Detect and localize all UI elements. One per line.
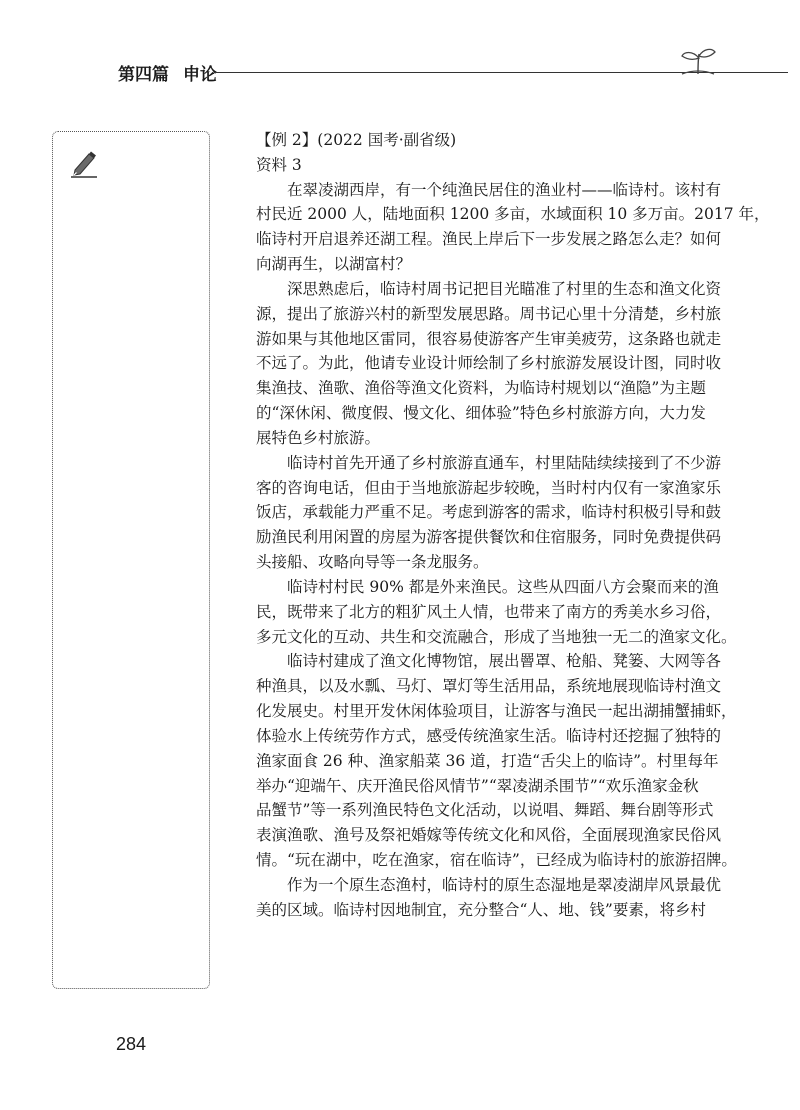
text-line: 展特色乡村旅游。 [256,428,381,447]
text-line: 不远了。为此，他请专业设计师绘制了乡村旅游发展设计图，同时收 [256,354,722,373]
notes-sidebar [52,131,210,989]
text-line: 情。“玩在湖中，吃在渔家，宿在临诗”，已经成为临诗村的旅游招牌。 [256,851,737,870]
text-line: 深思熟虑后，临诗村周书记把目光瞄准了村里的生态和渔文化资 [287,279,722,298]
text-line: 励渔民利用闲置的房屋为游客提供餐饮和住宿服务，同时免费提供码 [256,528,722,547]
text-line: 临诗村村民 90% 都是外来渔民。这些从四面八方会聚而来的渔 [287,577,719,596]
text-line: 作为一个原生态渔村，临诗村的原生态湿地是翠凌湖岸风景最优 [287,875,722,894]
material-heading: 资料 3 [256,155,302,174]
header-title [118,60,217,85]
text-line: 临诗村首先开通了乡村旅游直通车，村里陆陆续续接到了不少游 [287,453,722,472]
example-label: 【例 2】(2022 国考·副省级) [256,131,457,149]
text-line: 集渔技、渔歌、渔俗等渔文化资料，为临诗村规划以“渔隐”为主题 [256,379,706,398]
text-line: 美的区域。临诗村因地制宜，充分整合“人、地、钱”要素，将乡村 [256,900,706,919]
text-line: 多元文化的互动、共生和交流融合，形成了当地独一无二的渔家文化。 [256,627,737,646]
text-line: 游如果与其他地区雷同，很容易使游客产生审美疲劳，这条路也就走 [256,329,722,348]
text-line: 临诗村开启退养还湖工程。渔民上岸后下一步发展之路怎么走？如何 [256,230,722,249]
running-header [118,58,698,88]
sprout-icon [678,46,718,76]
text-line: 体验水上传统劳作方式，感受传统渔家生活。临诗村还挖掘了独特的 [256,726,722,745]
page-number: 284 [116,1034,147,1054]
text-line: 表演渔歌、渔号及祭祀婚嫁等传统文化和风俗，全面展现渔家民俗风 [256,826,722,845]
text-line: 村民近 2000 人，陆地面积 1200 多亩，水域面积 10 多万亩。2017 年， [256,205,770,224]
text-line: 化发展史。村里开发休闲体验项目，让游客与渔民一起出湖捕蟹捕虾， [256,702,737,721]
text-line: 种渔具，以及水瓢、马灯、罩灯等生活用品，系统地展现临诗村渔文 [256,677,722,696]
text-line: 的“深休闲、微度假、慢文化、细体验”特色乡村旅游方向，大力发 [256,404,706,423]
text-line: 渔家面食 26 种、渔家船菜 36 道，打造“舌尖上的临诗”。村里每年 [256,751,719,770]
text-line: 源，提出了旅游兴村的新型发展思路。周书记心里十分清楚，乡村旅 [256,304,722,323]
header-part: 第四篇 [118,65,169,85]
text-line: 临诗村建成了渔文化博物馆，展出罾罩、枪船、凳篓、大网等各 [287,652,722,671]
text-line: 饭店，承载能力严重不足。考虑到游客的需求，临诗村积极引导和鼓 [256,503,722,522]
content-body [256,128,770,923]
text-line: 民，既带来了北方的粗犷风土人情，也带来了南方的秀美水乡习俗， [256,602,722,621]
text-line: 在翠凌湖西岸，有一个纯渔民居住的渔业村——临诗村。该村有 [287,180,722,199]
text-line: 向湖再生，以湖富村？ [256,255,412,274]
text-line: 客的咨询电话，但由于当地旅游起步较晚，当时村内仅有一家渔家乐 [256,478,722,497]
text-line: 头接船、攻略向导等一条龙服务。 [256,553,489,572]
text-line: 举办“迎端午、庆开渔民俗风情节”“翠凌湖杀围节”“欢乐渔家金秋 [256,776,699,795]
header-subject: 申论 [183,65,217,85]
pencil-icon [69,148,99,178]
text-line: 品蟹节”等一系列渔民特色文化活动，以说唱、舞蹈、舞台剧等形式 [256,801,714,820]
